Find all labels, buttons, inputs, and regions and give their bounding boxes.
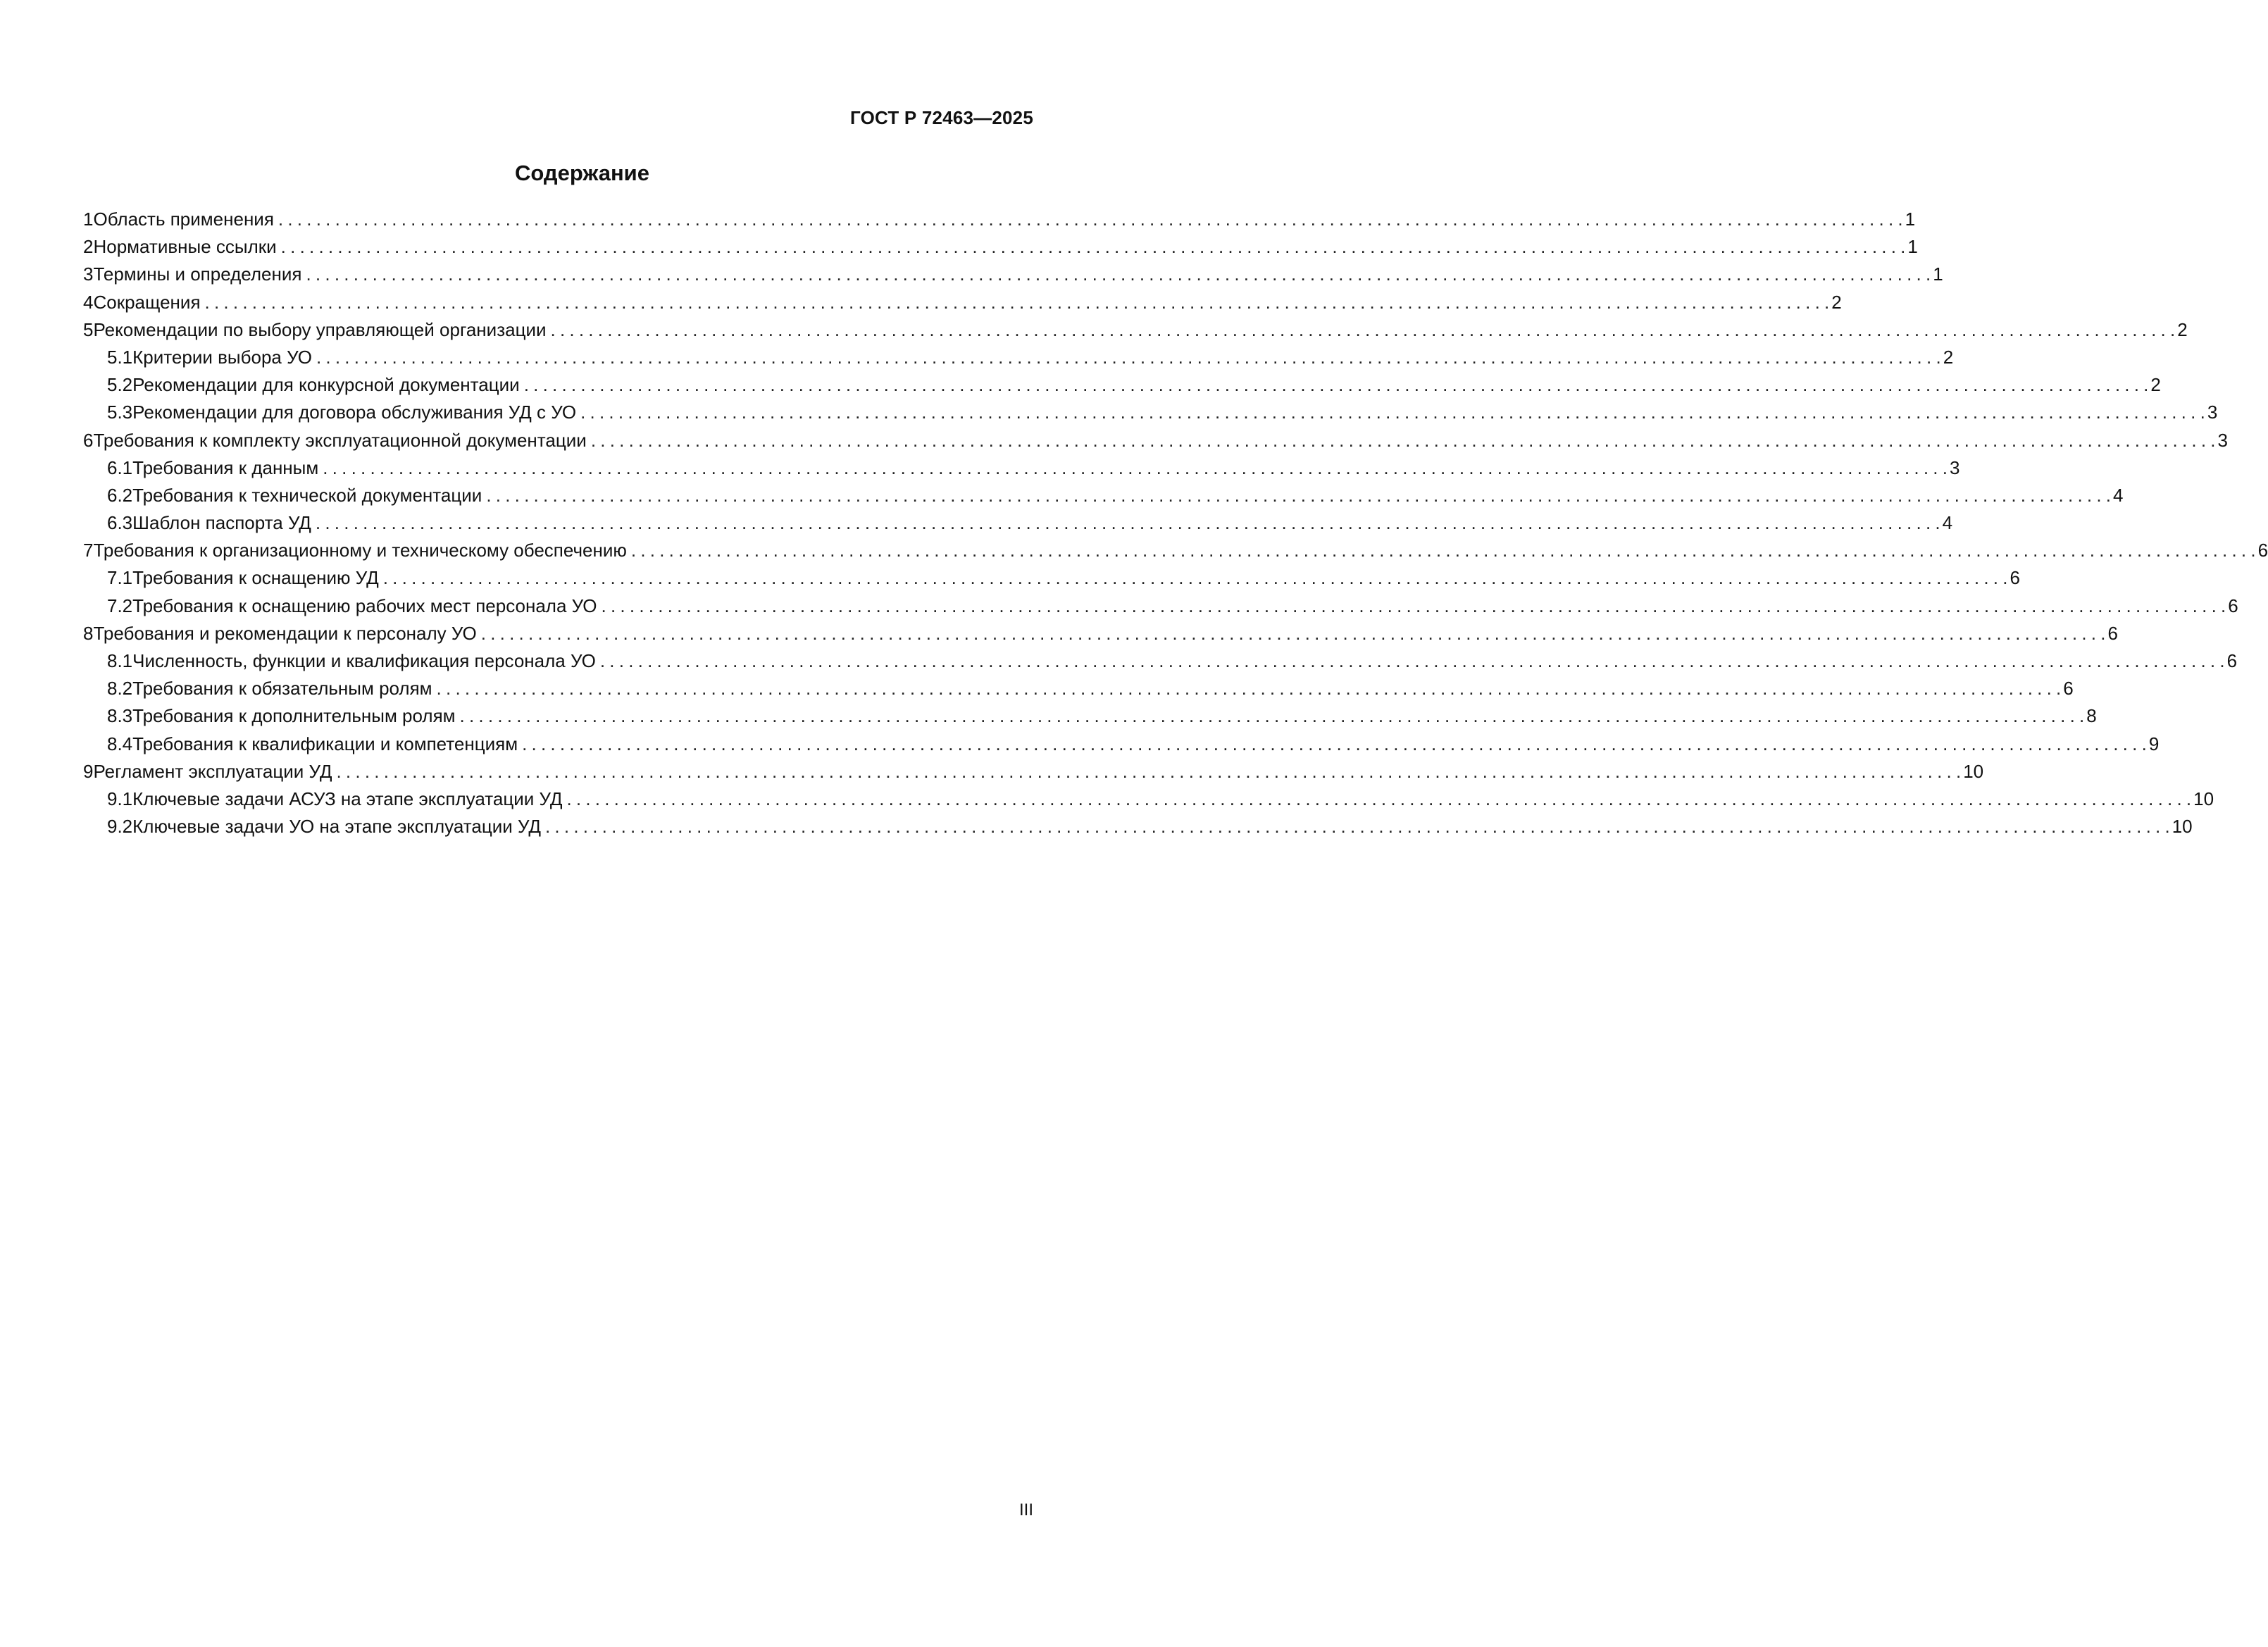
- toc-entry-number: 5.1: [107, 346, 133, 368]
- toc-entry[interactable]: [83, 816, 2193, 843]
- toc-entry-page: 6: [2063, 678, 2074, 700]
- toc-entry-page: 6: [2228, 595, 2238, 616]
- toc-entry-title: Численность, функции и квалификация персонала УО: [132, 650, 596, 671]
- toc-entry-page: 2: [1943, 346, 1954, 368]
- toc-entry[interactable]: [83, 429, 2228, 457]
- toc-entry-page: 8: [2086, 705, 2097, 727]
- toc-entry-title: Требования к комплекту эксплуатационной документации: [93, 429, 587, 451]
- toc-entry-page: 6: [2010, 567, 2020, 589]
- toc-entry-title: Рекомендации для договора обслуживания УД с УО: [132, 402, 577, 423]
- toc-entry-title: Требования и рекомендации к персоналу УО: [93, 622, 477, 644]
- toc-dot-leader: [600, 650, 2225, 672]
- toc-dot-leader: [316, 347, 1941, 368]
- toc-entry-number: 4: [83, 291, 94, 313]
- toc-entry-number: 6.3: [107, 512, 133, 534]
- toc-dot-leader: [591, 430, 2216, 452]
- toc-entry-title: Требования к квалификации и компетенциям: [132, 733, 518, 754]
- toc-entry-page: 3: [2217, 429, 2228, 451]
- toc-entry-title: Нормативные ссылки: [93, 236, 277, 258]
- toc-entry[interactable]: [83, 456, 1960, 485]
- toc-entry-number: 6.1: [107, 456, 133, 478]
- toc-dot-leader: [602, 595, 2226, 617]
- toc-entry[interactable]: [83, 567, 2020, 595]
- toc-entry[interactable]: [83, 318, 2188, 347]
- toc-entry-page: 10: [1963, 760, 1984, 782]
- toc-entry[interactable]: [83, 291, 1842, 319]
- toc-entry-title: Ключевые задачи АСУЗ на этапе эксплуатации УД: [132, 788, 563, 809]
- toc-entry-number: 8.3: [107, 705, 133, 727]
- toc-entry[interactable]: [83, 236, 1918, 263]
- table-of-contents: [83, 209, 2268, 843]
- toc-dot-leader: [437, 678, 2062, 700]
- toc-entry-page: 6: [2107, 622, 2118, 644]
- toc-entry-title: Требования к организационному и техническому обеспечению: [93, 540, 627, 561]
- toc-entry-number: 9.1: [107, 788, 133, 809]
- toc-entry-page: 2: [2177, 318, 2188, 340]
- toc-dot-leader: [306, 263, 1931, 285]
- toc-entry[interactable]: [83, 402, 2218, 429]
- toc-entry-page: 6: [2257, 540, 2268, 561]
- toc-entry[interactable]: [83, 622, 2118, 650]
- toc-dot-leader: [524, 374, 2149, 396]
- toc-dot-leader: [281, 236, 1906, 258]
- toc-entry-page: 1: [1907, 236, 1918, 258]
- toc-dot-leader: [580, 402, 2205, 423]
- toc-entry-number: 3: [83, 263, 94, 285]
- toc-dot-leader: [316, 512, 1940, 534]
- toc-entry-title: Регламент эксплуатации УД: [93, 760, 332, 782]
- toc-entry-number: 9: [83, 760, 94, 782]
- toc-entry-title: Требования к дополнительным ролям: [132, 705, 456, 727]
- toc-entry-title: Требования к оснащению рабочих мест персонала УО: [132, 595, 597, 616]
- toc-dot-leader: [551, 319, 2176, 341]
- toc-entry-title: Критерии выбора УО: [132, 346, 312, 368]
- toc-entry[interactable]: [83, 346, 1954, 374]
- toc-dot-leader: [205, 292, 1830, 313]
- toc-entry-number: 6.2: [107, 484, 133, 506]
- toc-dot-leader: [278, 209, 1903, 230]
- toc-entry-page: 4: [2113, 484, 2124, 506]
- toc-dot-leader: [460, 705, 2085, 727]
- toc-entry-title: Термины и определения: [93, 263, 302, 285]
- toc-entry-page: 10: [2172, 816, 2193, 838]
- toc-entry-number: 5.3: [107, 402, 133, 423]
- toc-dot-leader: [631, 540, 2256, 561]
- toc-dot-leader: [323, 457, 1948, 479]
- toc-entry-title: Ключевые задачи УО на этапе эксплуатации УД: [132, 816, 541, 838]
- toc-entry-page: 3: [2207, 402, 2218, 423]
- toc-entry-number: 5.2: [107, 374, 133, 396]
- toc-entry-page: 9: [2148, 733, 2160, 754]
- toc-dot-leader: [336, 761, 1961, 783]
- toc-dot-leader: [481, 623, 2106, 645]
- toc-entry-number: 9.2: [107, 816, 133, 838]
- toc-entry[interactable]: [83, 540, 2268, 567]
- page-title: Содержание: [515, 161, 649, 185]
- toc-entry-page: 2: [1831, 291, 1842, 313]
- toc-entry[interactable]: [83, 650, 2238, 678]
- toc-entry-number: 8.1: [107, 650, 133, 671]
- toc-entry-number: 7: [83, 540, 94, 561]
- toc-entry-title: Требования к обязательным ролям: [132, 678, 432, 700]
- toc-entry-number: 7.1: [107, 567, 133, 589]
- toc-entry[interactable]: [83, 678, 2074, 705]
- toc-entry[interactable]: [83, 760, 1984, 788]
- toc-dot-leader: [566, 788, 2191, 810]
- standard-code: ГОСТ Р 72463—2025: [850, 107, 1033, 128]
- toc-entry-page: 4: [1942, 512, 1953, 534]
- toc-entry-page: 1: [1905, 209, 1916, 230]
- toc-dot-leader: [545, 816, 2170, 838]
- toc-entry[interactable]: [83, 733, 2160, 761]
- toc-dot-leader: [486, 485, 2111, 506]
- toc-entry-number: 2: [83, 236, 94, 258]
- toc-entry[interactable]: [83, 263, 1943, 291]
- toc-entry-title: Требования к оснащению УД: [132, 567, 379, 589]
- toc-entry-number: 7.2: [107, 595, 133, 616]
- toc-entry-number: 5: [83, 318, 94, 340]
- toc-entry-page: 10: [2193, 788, 2214, 809]
- toc-entry-page: 2: [2150, 374, 2161, 396]
- toc-entry[interactable]: [83, 788, 2214, 816]
- toc-entry[interactable]: [83, 209, 1916, 236]
- toc-entry[interactable]: [83, 374, 2161, 402]
- page-number: III: [1018, 1500, 1033, 1519]
- toc-entry-title: Требования к технической документации: [132, 484, 482, 506]
- toc-entry-number: 1: [83, 209, 94, 230]
- toc-entry-page: 6: [2226, 650, 2238, 671]
- toc-entry-page: 3: [1949, 456, 1960, 478]
- toc-entry[interactable]: [83, 595, 2238, 623]
- toc-entry-title: Шаблон паспорта УД: [132, 512, 311, 534]
- toc-entry-title: Область применения: [93, 209, 274, 230]
- toc-entry-number: 6: [83, 429, 94, 451]
- toc-entry-number: 8.4: [107, 733, 133, 754]
- toc-dot-leader: [383, 567, 2008, 589]
- toc-entry[interactable]: [83, 512, 1953, 540]
- toc-entry-number: 8: [83, 622, 94, 644]
- toc-entry-page: 1: [1933, 263, 1943, 285]
- toc-dot-leader: [522, 733, 2147, 755]
- toc-entry-title: Сокращения: [93, 291, 201, 313]
- toc-entry-title: Рекомендации для конкурсной документации: [132, 374, 520, 396]
- toc-entry-title: Требования к данным: [132, 456, 319, 478]
- toc-entry[interactable]: [83, 484, 2124, 512]
- toc-entry-title: Рекомендации по выбору управляющей организации: [93, 318, 547, 340]
- toc-entry[interactable]: [83, 705, 2097, 733]
- toc-entry-number: 8.2: [107, 678, 133, 700]
